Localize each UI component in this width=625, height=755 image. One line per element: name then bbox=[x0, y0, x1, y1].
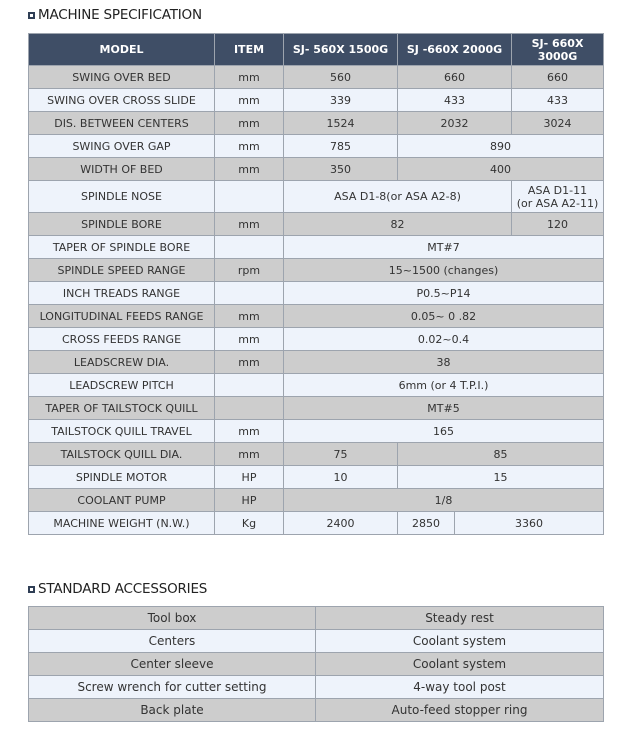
accessory-item: Screw wrench for cutter setting bbox=[29, 676, 316, 699]
spec-value-model-3: 433 bbox=[512, 89, 604, 112]
accessory-item: Coolant system bbox=[316, 630, 604, 653]
spec-unit-cell: mm bbox=[215, 328, 284, 351]
table-row bbox=[29, 420, 604, 443]
spec-value-model-1: 560 bbox=[284, 66, 398, 89]
spec-unit-cell bbox=[215, 282, 284, 305]
section-title-standard-accessories bbox=[28, 581, 207, 597]
table-row bbox=[29, 305, 604, 328]
table-row bbox=[29, 676, 604, 699]
square-bullet-icon bbox=[28, 12, 35, 19]
header-model: MODEL bbox=[29, 34, 215, 66]
spec-label-cell: TAPER OF TAILSTOCK QUILL bbox=[29, 397, 215, 420]
section-title-text: STANDARD ACCESSORIES bbox=[38, 581, 208, 597]
spec-unit-cell: mm bbox=[215, 89, 284, 112]
spec-label-cell: TAILSTOCK QUILL TRAVEL bbox=[29, 420, 215, 443]
spec-unit-cell bbox=[215, 181, 284, 213]
spec-unit-cell: mm bbox=[215, 112, 284, 135]
spec-value-all-models: 6mm (or 4 T.P.I.) bbox=[284, 374, 604, 397]
accessory-item: Steady rest bbox=[316, 607, 604, 630]
spec-value-model-1: 1524 bbox=[284, 112, 398, 135]
header-item: ITEM bbox=[215, 34, 284, 66]
spec-value-all-models: 15~1500 (changes) bbox=[284, 259, 604, 282]
spec-unit-cell: mm bbox=[215, 443, 284, 466]
spec-unit-cell: Kg bbox=[215, 512, 284, 535]
spec-value-all-models: 0.05~ 0 .82 bbox=[284, 305, 604, 328]
spec-value-model-2-3: 85 bbox=[398, 443, 604, 466]
spec-value-model-3: 3024 bbox=[512, 112, 604, 135]
header-model-1: SJ- 560X 1500G bbox=[284, 34, 398, 66]
spec-value-model-1: 10 bbox=[284, 466, 398, 489]
spec-value-line: (or ASA A2-11) bbox=[516, 196, 599, 210]
spec-value-model-2: 433 bbox=[398, 89, 512, 112]
spec-label-cell: MACHINE WEIGHT (N.W.) bbox=[29, 512, 215, 535]
spec-value-model-1: 75 bbox=[284, 443, 398, 466]
spec-unit-cell: mm bbox=[215, 351, 284, 374]
spec-label-cell: LEADSCREW DIA. bbox=[29, 351, 215, 374]
table-row bbox=[29, 653, 604, 676]
square-bullet-icon bbox=[28, 586, 35, 593]
table-row bbox=[29, 328, 604, 351]
spec-label-cell: SWING OVER BED bbox=[29, 66, 215, 89]
table-row bbox=[29, 66, 604, 89]
spec-value-all-models: MT#7 bbox=[284, 236, 604, 259]
spec-label-cell: WIDTH OF BED bbox=[29, 158, 215, 181]
spec-value-model-2-3: 400 bbox=[398, 158, 604, 181]
spec-unit-cell: rpm bbox=[215, 259, 284, 282]
table-row bbox=[29, 374, 604, 397]
spec-label-cell: CROSS FEEDS RANGE bbox=[29, 328, 215, 351]
table-row bbox=[29, 259, 604, 282]
table-row bbox=[29, 607, 604, 630]
spec-unit-cell bbox=[215, 397, 284, 420]
section-title-machine-specification bbox=[28, 7, 202, 23]
accessory-item: 4-way tool post bbox=[316, 676, 604, 699]
spec-value-model-2-3: 890 bbox=[398, 135, 604, 158]
standard-accessories-table bbox=[28, 606, 604, 722]
spec-value-model-3 bbox=[512, 181, 604, 213]
spec-value-all-models: 38 bbox=[284, 351, 604, 374]
table-row bbox=[29, 699, 604, 722]
table-row bbox=[29, 89, 604, 112]
table-row bbox=[29, 397, 604, 420]
accessory-item: Center sleeve bbox=[29, 653, 316, 676]
table-row bbox=[29, 630, 604, 653]
spec-value-model-1-2: ASA D1-8(or ASA A2-8) bbox=[284, 181, 512, 213]
table-row bbox=[29, 236, 604, 259]
spec-label-cell: DIS. BETWEEN CENTERS bbox=[29, 112, 215, 135]
spec-label-cell: SPINDLE SPEED RANGE bbox=[29, 259, 215, 282]
spec-unit-cell: mm bbox=[215, 420, 284, 443]
table-row bbox=[29, 351, 604, 374]
table-row bbox=[29, 512, 604, 535]
spec-value-model-1: 785 bbox=[284, 135, 398, 158]
spec-label-cell: SWING OVER CROSS SLIDE bbox=[29, 89, 215, 112]
spec-label-cell: INCH TREADS RANGE bbox=[29, 282, 215, 305]
spec-value-model-2: 660 bbox=[398, 66, 512, 89]
machine-specification-table bbox=[28, 33, 604, 535]
spec-value-model-1: 2400 bbox=[284, 512, 398, 535]
spec-label-cell: COOLANT PUMP bbox=[29, 489, 215, 512]
spec-value-all-models: MT#5 bbox=[284, 397, 604, 420]
spec-value-model-1: 350 bbox=[284, 158, 398, 181]
section-title-text: MACHINE SPECIFICATION bbox=[38, 7, 202, 23]
spec-value-model-2: 2032 bbox=[398, 112, 512, 135]
spec-value-model-1: 339 bbox=[284, 89, 398, 112]
table-row bbox=[29, 112, 604, 135]
accessory-item: Back plate bbox=[29, 699, 316, 722]
spec-unit-cell bbox=[215, 236, 284, 259]
table-row bbox=[29, 135, 604, 158]
spec-label-cell: LONGITUDINAL FEEDS RANGE bbox=[29, 305, 215, 328]
accessory-item: Tool box bbox=[29, 607, 316, 630]
header-model-2: SJ -660X 2000G bbox=[398, 34, 512, 66]
spec-label-cell: SPINDLE BORE bbox=[29, 213, 215, 236]
spec-unit-cell: mm bbox=[215, 158, 284, 181]
table-header-row bbox=[29, 34, 604, 66]
spec-label-cell: SWING OVER GAP bbox=[29, 135, 215, 158]
spec-label-cell: LEADSCREW PITCH bbox=[29, 374, 215, 397]
table-row bbox=[29, 181, 604, 213]
spec-unit-cell: mm bbox=[215, 213, 284, 236]
spec-value-model-3: 660 bbox=[512, 66, 604, 89]
spec-value-all-models: P0.5~P14 bbox=[284, 282, 604, 305]
table-row bbox=[29, 158, 604, 181]
spec-unit-cell: HP bbox=[215, 466, 284, 489]
spec-value-all-models: 1/8 bbox=[284, 489, 604, 512]
table-row bbox=[29, 443, 604, 466]
accessory-item: Coolant system bbox=[316, 653, 604, 676]
spec-value-model-3: 3360 bbox=[455, 512, 604, 535]
table-row bbox=[29, 466, 604, 489]
table-row bbox=[29, 282, 604, 305]
spec-unit-cell bbox=[215, 374, 284, 397]
accessory-item: Centers bbox=[29, 630, 316, 653]
spec-value-model-3: 120 bbox=[512, 213, 604, 236]
spec-value-model-2-3: 15 bbox=[398, 466, 604, 489]
table-row bbox=[29, 489, 604, 512]
spec-value-model-2: 2850 bbox=[398, 512, 455, 535]
accessory-item: Auto-feed stopper ring bbox=[316, 699, 604, 722]
spec-label-cell: SPINDLE MOTOR bbox=[29, 466, 215, 489]
spec-value-all-models: 0.02~0.4 bbox=[284, 328, 604, 351]
spec-unit-cell: mm bbox=[215, 135, 284, 158]
spec-label-cell: TAPER OF SPINDLE BORE bbox=[29, 236, 215, 259]
spec-unit-cell: HP bbox=[215, 489, 284, 512]
spec-unit-cell: mm bbox=[215, 66, 284, 89]
spec-value-model-1-2: 82 bbox=[284, 213, 512, 236]
spec-value-line: ASA D1-11 bbox=[527, 183, 588, 197]
spec-unit-cell: mm bbox=[215, 305, 284, 328]
spec-label-cell: SPINDLE NOSE bbox=[29, 181, 215, 213]
spec-label-cell: TAILSTOCK QUILL DIA. bbox=[29, 443, 215, 466]
header-model-3: SJ- 660X 3000G bbox=[512, 34, 604, 66]
spec-value-all-models: 165 bbox=[284, 420, 604, 443]
table-row bbox=[29, 213, 604, 236]
